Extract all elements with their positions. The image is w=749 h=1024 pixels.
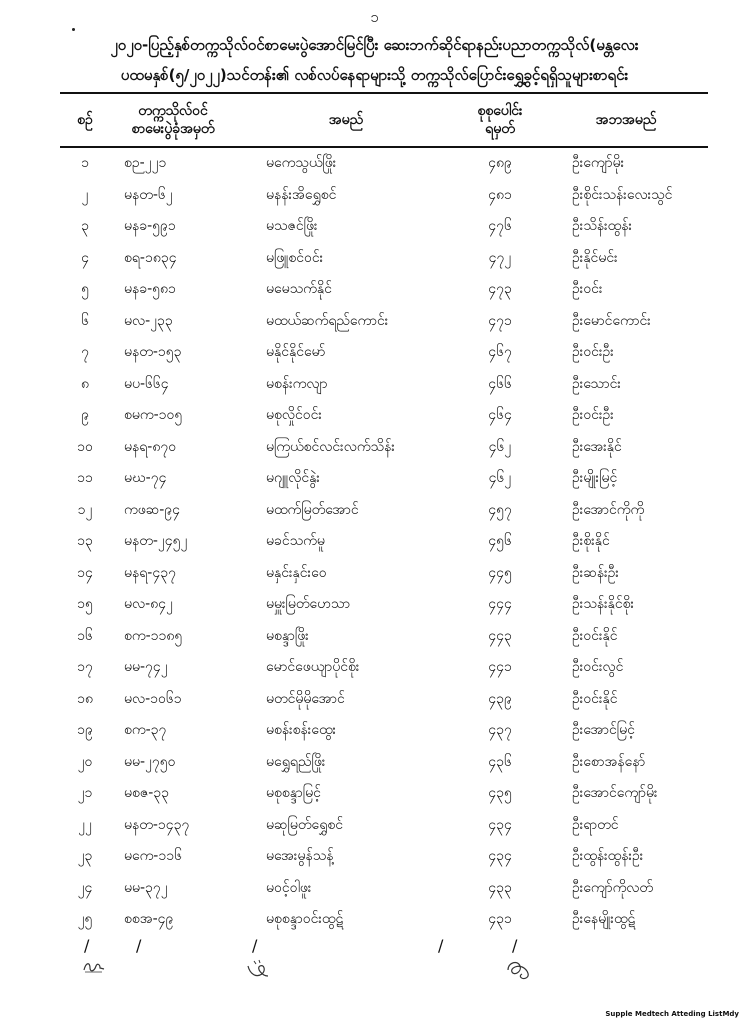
table-row bbox=[60, 432, 708, 464]
row-exam-id: မမ-၃၇၂ bbox=[124, 879, 168, 896]
row-exam-id: မနခ-၅၉၁ bbox=[124, 218, 176, 235]
row-father-name: ဦးမောင်ကောင်း bbox=[572, 312, 651, 329]
row-number: ၂ bbox=[81, 186, 89, 203]
row-name: မနိုင်နိုင်မော် bbox=[266, 344, 326, 361]
row-total-score: ၄၅၆ bbox=[488, 533, 512, 550]
row-father-name: ဦးစိုင်းသန်းလေးသွင် bbox=[572, 186, 673, 203]
table-row bbox=[60, 147, 708, 180]
row-number: ၁၉ bbox=[77, 722, 93, 739]
end-mark: / bbox=[438, 936, 444, 955]
row-name: မစန်းစန်းထွေး bbox=[266, 722, 337, 739]
row-exam-id: မမ-၂၇၅၀ bbox=[124, 753, 176, 770]
row-father-name: ဦးဝင်း bbox=[572, 281, 603, 298]
row-father-name: ဦးမျိုးမြင့် bbox=[572, 470, 618, 487]
row-name: မစန္ဒာဖြိုး bbox=[266, 627, 309, 644]
row-exam-id: မနတ-၁၅၃ bbox=[124, 344, 182, 361]
row-name: မထက်မြတ်အောင် bbox=[266, 501, 359, 518]
table-row bbox=[60, 589, 708, 621]
row-name: မမေသက်နိုင် bbox=[266, 281, 332, 298]
row-number: ၁၅ bbox=[77, 596, 93, 613]
table-row bbox=[60, 495, 708, 527]
handwritten-signature-1 bbox=[82, 958, 106, 978]
row-father-name: ဦးနိုင်မင်း bbox=[572, 249, 618, 266]
row-exam-id: မလ-၁၀၆၁ bbox=[124, 690, 182, 707]
table-row bbox=[60, 211, 708, 243]
row-name: မခင်သက်မူ bbox=[266, 533, 325, 550]
row-total-score: ၄၇၆ bbox=[488, 218, 512, 235]
header-exam-id bbox=[110, 93, 236, 147]
row-total-score: ၄၄၃ bbox=[488, 627, 512, 644]
row-total-score: ၄၇၂ bbox=[488, 249, 512, 266]
row-total-score: ၄၄၁ bbox=[488, 659, 512, 676]
row-number: ၁၂ bbox=[77, 501, 93, 518]
row-father-name: ဦးဝင်းနိုင် bbox=[572, 690, 618, 707]
row-father-name: ဦးအောင်ကျော်မိုး bbox=[572, 785, 658, 802]
row-total-score: ၄၈၉ bbox=[488, 155, 512, 172]
row-name: မဆုမြတ်ရွှေစင် bbox=[266, 816, 344, 833]
row-total-score: ၄၃၆ bbox=[488, 753, 512, 770]
table-row bbox=[60, 180, 708, 212]
row-number: ၂၃ bbox=[77, 848, 93, 865]
table-header-row bbox=[60, 93, 708, 147]
row-number: ၂၀ bbox=[77, 753, 93, 770]
row-name: မကေသွယ်ဖြိုး bbox=[266, 155, 337, 172]
row-father-name: ဦးအေးနိုင် bbox=[572, 438, 622, 455]
row-exam-id: ကဖဆ-၉၄ bbox=[124, 501, 181, 518]
row-total-score: ၄၃၁ bbox=[488, 911, 512, 928]
table-row bbox=[60, 400, 708, 432]
row-exam-id: မလ-၈၄၂ bbox=[124, 596, 173, 613]
document-title-line-2: ပထမနှစ်(၅/၂၀၂၂)သင်တန်း၏ လစ်လပ်နေရာများသို့ တက္ကသိုလ်ပြောင်းရွှေ့ခွင့်ရရှိသူများစာရင်း bbox=[120, 66, 629, 84]
row-total-score: ၄၃၄ bbox=[488, 848, 512, 865]
row-father-name: ဦးအောင်ကိုကို bbox=[572, 501, 645, 518]
row-exam-id: မကေ-၁၁၆ bbox=[124, 848, 182, 865]
row-exam-id: စက-၁၁၈၅ bbox=[124, 627, 183, 644]
row-exam-id: မပ-၆၆၄ bbox=[124, 375, 169, 392]
row-exam-id: မဃ-၇၄ bbox=[124, 470, 167, 487]
table-body bbox=[60, 147, 708, 936]
handwritten-signature-3 bbox=[504, 956, 534, 986]
row-name: မစုစန္ဒာမြင့် bbox=[266, 785, 321, 802]
row-name: မစန်းကလျာ bbox=[266, 375, 328, 392]
table-row bbox=[60, 526, 708, 558]
row-number: ၁၇ bbox=[77, 659, 93, 676]
row-number: ၁ bbox=[81, 155, 89, 172]
row-name: မထယ်ဆက်ရည်ကောင်း bbox=[266, 312, 389, 329]
row-father-name: ဦးကျော်မိုး bbox=[572, 155, 625, 172]
end-mark: / bbox=[136, 936, 142, 955]
row-number: ၉ bbox=[81, 407, 89, 424]
header-total-label: စုစုပေါင်း ရမှတ် bbox=[477, 103, 523, 137]
table-row bbox=[60, 778, 708, 810]
row-exam-id: မနတ-၁၄၃၇ bbox=[124, 816, 190, 833]
row-number: ၂၁ bbox=[77, 785, 93, 802]
row-father-name: ဦးရာတင် bbox=[572, 816, 619, 833]
row-total-score: ၄၆၄ bbox=[488, 407, 512, 424]
row-exam-id: မနခ-၅၈၁ bbox=[124, 281, 176, 298]
row-total-score: ၄၃၇ bbox=[488, 722, 512, 739]
document-title-line-1: ၂၀၂၀-ပြည့်နှစ်တက္ကသိုလ်ဝင်စာမေးပွဲအောင်မြင်ပြီး ဆေးဘက်ဆိုင်ရာနည်းပညာတက္ကသိုလ်(မန္တလေး bbox=[110, 36, 639, 54]
row-father-name: ဦးနေမျိုးထွဋ် bbox=[572, 911, 636, 928]
row-father-name: ဦးသန်းနိုင်စိုး bbox=[572, 596, 635, 613]
table-row bbox=[60, 652, 708, 684]
row-father-name: ဦးအောင်မြင့် bbox=[572, 722, 635, 739]
table-row bbox=[60, 841, 708, 873]
table-row bbox=[60, 904, 708, 936]
header-name-label: အမည် bbox=[328, 112, 364, 128]
row-father-name: ဦးဝင်းဦး bbox=[572, 344, 614, 361]
row-name: မောင်ဖေယျာပိုင်စိုး bbox=[266, 659, 360, 676]
row-exam-id: စက-၃၇ bbox=[124, 722, 167, 739]
row-total-score: ၄၃၃ bbox=[488, 879, 512, 896]
row-total-score: ၄၇၁ bbox=[488, 312, 512, 329]
row-name: မမှူးမြတ်ဟေသာ bbox=[266, 596, 351, 613]
row-father-name: ဦးစိုးနိုင် bbox=[572, 533, 610, 550]
transfer-list-table bbox=[60, 92, 708, 936]
row-father-name: ဦးစောအန်နော် bbox=[572, 753, 646, 770]
row-name: မနန်းအိရွှေစင် bbox=[266, 186, 337, 203]
row-exam-id: မနတ-၂၄၅၂ bbox=[124, 533, 188, 550]
row-number: ၅ bbox=[81, 281, 89, 298]
end-mark: / bbox=[512, 936, 518, 955]
row-total-score: ၄၃၄ bbox=[488, 816, 512, 833]
row-total-score: ၄၈၁ bbox=[488, 186, 512, 203]
row-father-name: ဦးဝင်းနိုင် bbox=[572, 627, 618, 644]
row-total-score: ၄၄၄ bbox=[488, 596, 512, 613]
header-father bbox=[544, 93, 708, 147]
row-number: ၁၆ bbox=[77, 627, 93, 644]
row-total-score: ၄၆၂ bbox=[488, 470, 512, 487]
table-row bbox=[60, 621, 708, 653]
row-father-name: ဦးကျော်ကိုလတ် bbox=[572, 879, 654, 896]
row-father-name: ဦးဝင်းလွင် bbox=[572, 659, 624, 676]
row-name: မဖြူစင်ဝင်း bbox=[266, 249, 324, 266]
row-number: ၃ bbox=[81, 218, 89, 235]
footer-note: Supple Medtech Atteding ListMdy bbox=[605, 1010, 739, 1018]
row-total-score: ၄၄၅ bbox=[488, 564, 512, 581]
table-row bbox=[60, 873, 708, 905]
row-exam-id: စဉ-၂၂၁ bbox=[124, 155, 167, 172]
table-row bbox=[60, 747, 708, 779]
row-father-name: ဦးသောင်း bbox=[572, 375, 621, 392]
row-total-score: ၄၅၇ bbox=[488, 501, 512, 518]
table-row bbox=[60, 558, 708, 590]
row-exam-id: စမက-၁၀၅ bbox=[124, 407, 183, 424]
end-mark: / bbox=[252, 936, 258, 955]
table-row bbox=[60, 463, 708, 495]
row-number: ၈ bbox=[81, 375, 89, 392]
row-name: မကြယ်စင်လင်းလက်သိန်း bbox=[266, 438, 395, 455]
row-number: ၂၂ bbox=[78, 816, 92, 833]
row-exam-id: စစအ-၄၉ bbox=[124, 911, 174, 928]
row-exam-id: မနရ-၄၃၇ bbox=[124, 564, 176, 581]
row-exam-id: စရ-၁၈၃၄ bbox=[124, 249, 177, 266]
table-row bbox=[60, 337, 708, 369]
row-total-score: ၄၃၉ bbox=[488, 690, 512, 707]
row-number: ၆ bbox=[81, 312, 89, 329]
row-total-score: ၄၆၂ bbox=[488, 438, 512, 455]
row-number: ၁၀ bbox=[77, 438, 93, 455]
row-name: မစုစန္ဒာဝင်းထွဋ် bbox=[266, 911, 344, 928]
row-number: ၄ bbox=[81, 249, 89, 266]
row-total-score: ၄၆၆ bbox=[488, 375, 512, 392]
row-name: မသဇင်ဖြိုး bbox=[266, 218, 318, 235]
handwritten-signature-2 bbox=[244, 958, 272, 986]
row-father-name: ဦးထွန်းထွန်းဦး bbox=[572, 848, 644, 865]
row-exam-id: မလ-၂၃၃ bbox=[124, 312, 173, 329]
table-row bbox=[60, 810, 708, 842]
table-row bbox=[60, 684, 708, 716]
row-number: ၁၁ bbox=[77, 470, 93, 487]
row-name: မဂျူလိုင်နွဲး bbox=[266, 470, 320, 487]
row-name: မစုလှိုင်ဝင်း bbox=[266, 407, 322, 424]
header-exam-id-label: တက္ကသိုလ်ဝင် စာမေးပွဲခုံအမှတ် bbox=[131, 103, 215, 137]
row-number: ၁၈ bbox=[77, 690, 93, 707]
row-total-score: ၄၇၃ bbox=[488, 281, 512, 298]
page-number: ၁ bbox=[370, 8, 379, 26]
row-name: မဝင့်ဝါဖူး bbox=[266, 879, 312, 896]
table-row bbox=[60, 243, 708, 275]
row-exam-id: မမ-၇၄၂ bbox=[124, 659, 168, 676]
header-no bbox=[60, 93, 110, 147]
header-total bbox=[456, 93, 544, 147]
row-exam-id: မနတ-၆၂ bbox=[124, 186, 173, 203]
header-name bbox=[236, 93, 456, 147]
header-father-label: အဘအမည် bbox=[595, 112, 657, 128]
row-number: ၁၃ bbox=[77, 533, 93, 550]
row-number: ၂၄ bbox=[77, 879, 93, 896]
row-number: ၇ bbox=[81, 344, 89, 361]
header-no-label: စဉ် bbox=[77, 112, 93, 128]
row-number: ၂၅ bbox=[77, 911, 93, 928]
end-marks bbox=[60, 936, 708, 956]
scan-speck bbox=[72, 28, 75, 31]
table-row bbox=[60, 369, 708, 401]
table-row bbox=[60, 306, 708, 338]
row-name: မနှင်းနှင်းဝေ bbox=[266, 564, 327, 581]
row-father-name: ဦးသိန်းထွန်း bbox=[572, 218, 632, 235]
table-row bbox=[60, 274, 708, 306]
end-mark: / bbox=[84, 936, 90, 955]
row-exam-id: မနရ-၈၇၀ bbox=[124, 438, 177, 455]
table-row bbox=[60, 715, 708, 747]
row-total-score: ၄၃၅ bbox=[488, 785, 512, 802]
row-exam-id: မစဇ-၃၃ bbox=[124, 785, 170, 802]
row-name: မရွှေရည်ဖြိုး bbox=[266, 753, 326, 770]
row-name: မအေးမွန်သန့် bbox=[266, 848, 334, 865]
row-number: ၁၄ bbox=[77, 564, 93, 581]
row-father-name: ဦးဝင်းဦး bbox=[572, 407, 614, 424]
row-father-name: ဦးဆန်းဦး bbox=[572, 564, 619, 581]
row-total-score: ၄၆၇ bbox=[488, 344, 512, 361]
row-name: မတင်မိုမိုအောင် bbox=[266, 690, 345, 707]
